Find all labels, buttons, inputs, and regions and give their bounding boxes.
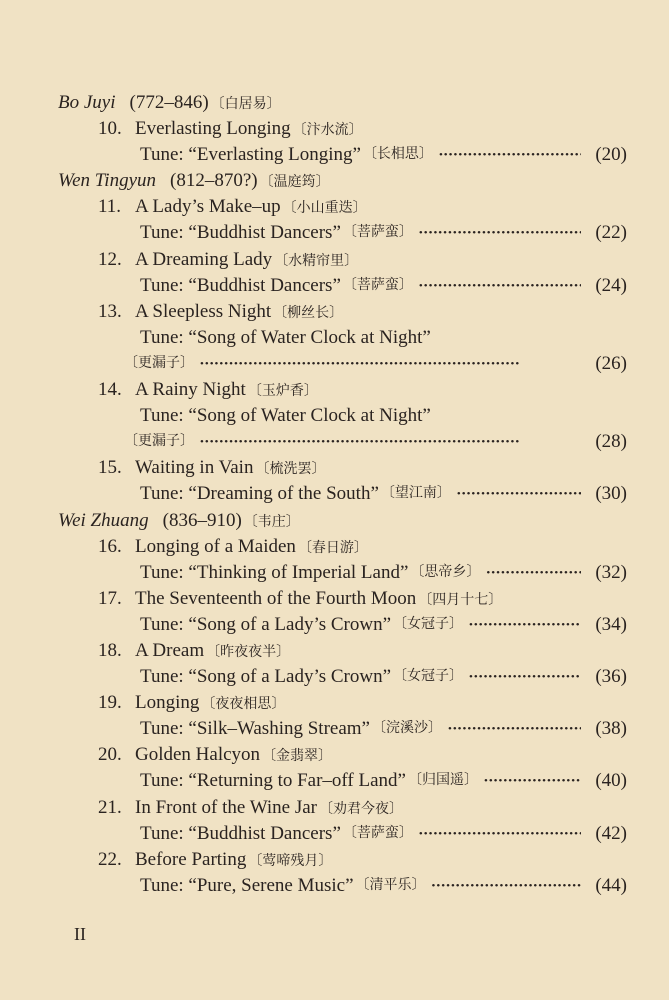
entry-number: 11. bbox=[98, 196, 122, 218]
page-reference: (42) bbox=[595, 822, 627, 844]
tune-chinese-name: 〔女冠子〕 bbox=[393, 616, 464, 632]
tune-name: Tune: “Buddhist Dancers” bbox=[140, 822, 341, 844]
entry-number: 16. bbox=[98, 535, 122, 557]
toc-entry-tune-continuation bbox=[0, 351, 627, 377]
leader-dots bbox=[419, 220, 581, 246]
toc-entry-title-line[interactable] bbox=[0, 586, 669, 612]
page-reference: (34) bbox=[595, 613, 627, 635]
entry-chinese-title: 〔玉炉香〕 bbox=[247, 384, 318, 400]
toc-entry-title-line[interactable] bbox=[0, 299, 669, 325]
leader-dots bbox=[419, 821, 581, 847]
tune-name: Tune: “Silk–Washing Stream” bbox=[140, 718, 370, 740]
entry-title: A Dreaming Lady bbox=[135, 248, 273, 270]
tune-name: Tune: “Dreaming of the South” bbox=[140, 483, 379, 505]
toc-entry-tune-line bbox=[0, 612, 627, 638]
leader-dots bbox=[448, 716, 581, 742]
author-chinese-name: 〔韦庄〕 bbox=[243, 514, 300, 530]
tune-chinese-name: 〔归国遥〕 bbox=[407, 773, 478, 789]
tune-chinese-name: 〔浣溪沙〕 bbox=[371, 721, 442, 737]
tune-chinese-name: 〔长相思〕 bbox=[362, 147, 433, 163]
tune-name: Tune: “Song of Water Clock at Night” bbox=[140, 326, 431, 348]
entry-chinese-title: 〔梳洗罢〕 bbox=[255, 462, 326, 478]
page-reference: (24) bbox=[595, 274, 627, 296]
entry-title: The Seventeenth of the Fourth Moon bbox=[135, 587, 417, 609]
tune-chinese-name: 〔菩萨蛮〕 bbox=[342, 225, 413, 241]
toc-entry-tune-line bbox=[0, 142, 627, 168]
entry-title: A Rainy Night bbox=[135, 379, 246, 401]
entry-number: 20. bbox=[98, 744, 122, 766]
entry-number: 19. bbox=[98, 692, 122, 714]
author-heading bbox=[0, 168, 669, 194]
toc-entry-title-line[interactable] bbox=[0, 247, 669, 273]
leader-dots bbox=[469, 612, 581, 638]
toc-entry-title-line[interactable] bbox=[0, 742, 669, 768]
page-reference: (32) bbox=[595, 561, 627, 583]
leader-dots bbox=[200, 351, 581, 377]
author-heading bbox=[0, 508, 669, 534]
entry-number: 14. bbox=[98, 379, 122, 401]
entry-number: 21. bbox=[98, 796, 122, 818]
toc-entry-tune-line bbox=[0, 273, 627, 299]
toc-entry-tune-line bbox=[0, 560, 627, 586]
entry-number: 17. bbox=[98, 587, 122, 609]
tune-chinese-name: 〔望江南〕 bbox=[380, 486, 451, 502]
toc-entry-tune-continuation bbox=[0, 429, 627, 455]
tune-chinese-name: 〔更漏子〕 bbox=[124, 355, 194, 371]
page-reference: (20) bbox=[595, 144, 627, 166]
toc-entry-tune-line bbox=[0, 481, 627, 507]
tune-name: Tune: “Song of Water Clock at Night” bbox=[140, 405, 431, 427]
entry-chinese-title: 〔汴水流〕 bbox=[292, 123, 363, 139]
toc-entry-tune-line bbox=[0, 716, 627, 742]
tune-chinese-name: 〔菩萨蛮〕 bbox=[342, 825, 413, 841]
page-reference: (38) bbox=[595, 718, 627, 740]
entry-chinese-title: 〔春日游〕 bbox=[297, 540, 368, 556]
entry-number: 13. bbox=[98, 300, 122, 322]
author-dates: (836–910) bbox=[162, 509, 242, 531]
entry-chinese-title: 〔劝君今夜〕 bbox=[318, 801, 403, 817]
toc-entry-title-line[interactable] bbox=[0, 638, 669, 664]
leader-dots bbox=[439, 142, 581, 168]
author-heading bbox=[0, 90, 669, 116]
toc-entry-title-line[interactable] bbox=[0, 795, 669, 821]
entry-number: 12. bbox=[98, 248, 122, 270]
entry-chinese-title: 〔金翡翠〕 bbox=[262, 749, 333, 765]
toc-entry-tune-line bbox=[0, 873, 627, 899]
author-chinese-name: 〔白居易〕 bbox=[210, 97, 281, 112]
toc-entry-title-line[interactable] bbox=[0, 194, 669, 220]
leader-dots bbox=[432, 873, 581, 899]
entry-title: Everlasting Longing bbox=[135, 118, 291, 140]
page-reference: (28) bbox=[595, 431, 627, 453]
tune-chinese-name: 〔菩萨蛮〕 bbox=[342, 277, 413, 293]
tune-name: Tune: “Thinking of Imperial Land” bbox=[140, 561, 409, 583]
tune-name: Tune: “Song of a Lady’s Crown” bbox=[140, 613, 392, 635]
entry-title: Longing bbox=[135, 692, 200, 714]
author-name: Bo Juyi bbox=[58, 92, 116, 113]
toc-entry-title-line[interactable] bbox=[0, 690, 669, 716]
tune-chinese-name: 〔女冠子〕 bbox=[393, 669, 464, 685]
author-chinese-name: 〔温庭筠〕 bbox=[259, 175, 330, 191]
toc-entry-tune-line bbox=[0, 220, 627, 246]
page-reference: (44) bbox=[595, 874, 627, 896]
entry-number: 22. bbox=[98, 848, 122, 870]
entry-chinese-title: 〔柳丝长〕 bbox=[273, 305, 344, 321]
leader-dots bbox=[200, 429, 581, 455]
page-reference: (40) bbox=[595, 770, 627, 792]
page-reference: (36) bbox=[595, 666, 627, 688]
author-name: Wei Zhuang bbox=[58, 509, 149, 531]
table-of-contents bbox=[0, 90, 669, 899]
entry-chinese-title: 〔莺啼残月〕 bbox=[248, 853, 333, 869]
entry-number: 10. bbox=[98, 118, 122, 140]
tune-chinese-name: 〔清平乐〕 bbox=[355, 877, 426, 893]
toc-entry-tune-line bbox=[0, 821, 627, 847]
entry-chinese-title: 〔昨夜夜半〕 bbox=[206, 644, 291, 660]
page-reference: (30) bbox=[595, 483, 627, 505]
tune-chinese-name: 〔更漏子〕 bbox=[124, 434, 194, 450]
entry-chinese-title: 〔小山重迭〕 bbox=[282, 201, 367, 217]
entry-title: Golden Halcyon bbox=[135, 744, 261, 766]
toc-entry-tune-line bbox=[0, 325, 627, 351]
entry-chinese-title: 〔夜夜相思〕 bbox=[201, 697, 286, 713]
entry-title: A Dream bbox=[135, 639, 205, 661]
toc-entry-tune-line bbox=[0, 768, 627, 794]
leader-dots bbox=[469, 664, 581, 690]
tune-name: Tune: “Buddhist Dancers” bbox=[140, 222, 341, 244]
entry-number: 18. bbox=[98, 639, 122, 661]
entry-title: In Front of the Wine Jar bbox=[135, 796, 317, 818]
tune-name: Tune: “Everlasting Longing” bbox=[140, 144, 361, 166]
tune-name: Tune: “Buddhist Dancers” bbox=[140, 274, 341, 296]
page-reference: (22) bbox=[595, 222, 627, 244]
toc-entry-title-line[interactable] bbox=[0, 455, 669, 481]
entry-chinese-title: 〔水精帘里〕 bbox=[274, 253, 359, 269]
entry-title: Waiting in Vain bbox=[135, 457, 254, 479]
entry-title: Before Parting bbox=[135, 848, 247, 870]
leader-dots bbox=[419, 273, 581, 299]
author-dates: (812–870?) bbox=[170, 170, 258, 192]
entry-chinese-title: 〔四月十七〕 bbox=[418, 592, 503, 608]
entry-number: 15. bbox=[98, 457, 122, 479]
entry-title: Longing of a Maiden bbox=[135, 535, 296, 557]
tune-name: Tune: “Pure, Serene Music” bbox=[140, 874, 354, 896]
leader-dots bbox=[457, 481, 581, 507]
page-reference: (26) bbox=[595, 352, 627, 374]
toc-entry-tune-line bbox=[0, 403, 627, 429]
tune-name: Tune: “Song of a Lady’s Crown” bbox=[140, 666, 392, 688]
page-number-folio: II bbox=[74, 924, 86, 944]
tune-name: Tune: “Returning to Far–off Land” bbox=[140, 770, 406, 792]
tune-chinese-name: 〔思帝乡〕 bbox=[410, 564, 481, 580]
toc-entry-title-line[interactable] bbox=[0, 377, 669, 403]
toc-entry-title-line[interactable] bbox=[0, 116, 669, 142]
leader-dots bbox=[484, 768, 581, 794]
entry-title: A Lady’s Make–up bbox=[135, 196, 281, 218]
leader-dots bbox=[486, 560, 581, 586]
toc-entry-tune-line bbox=[0, 664, 627, 690]
entry-title: A Sleepless Night bbox=[135, 300, 272, 322]
toc-entry-title-line[interactable] bbox=[0, 534, 669, 560]
author-name: Wen Tingyun bbox=[58, 170, 156, 192]
toc-entry-title-line[interactable] bbox=[0, 847, 669, 873]
author-dates: (772–846) bbox=[129, 92, 209, 113]
